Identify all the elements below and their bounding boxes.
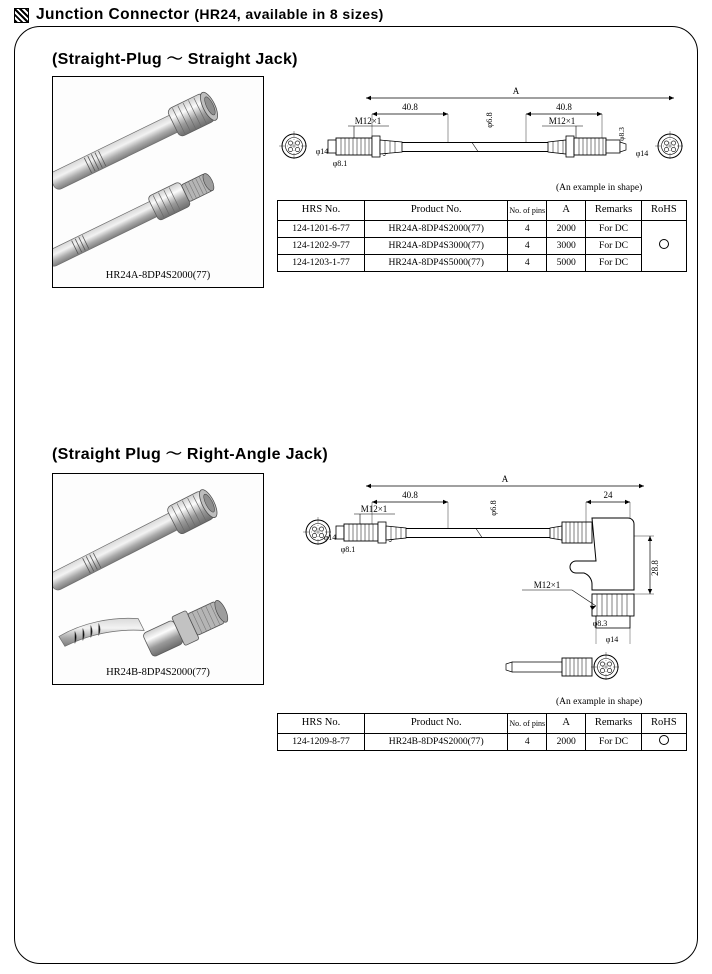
svg-text:28.8: 28.8 (650, 560, 660, 576)
section-2-photo-caption: HR24B-8DP4S2000(77) (106, 667, 210, 678)
svg-text:φ8.1: φ8.1 (340, 545, 356, 554)
svg-text:φ14: φ14 (323, 533, 337, 542)
page-title-sub: (HR24, available in 8 sizes) (194, 6, 384, 22)
th-rohs: RoHS (641, 714, 686, 734)
cell-pins: 4 (508, 734, 547, 751)
svg-text:M12×1: M12×1 (548, 116, 576, 126)
section-2-title: (Straight Plug 〜 Right-Angle Jack) (52, 446, 328, 463)
cell-a: 2000 (547, 734, 586, 751)
svg-text:40.8: 40.8 (402, 490, 418, 500)
svg-text:M12×1: M12×1 (360, 504, 388, 514)
svg-text:φ14: φ14 (635, 149, 649, 158)
cell-pins: 4 (508, 238, 547, 255)
section-1-title: (Straight-Plug 〜 Straight Jack) (52, 51, 298, 68)
cell-pins: 4 (508, 221, 547, 238)
page-title (36, 6, 384, 24)
page-title-main: Junction Connector (36, 6, 190, 23)
cell-a: 5000 (547, 255, 586, 272)
svg-text:24: 24 (603, 490, 613, 500)
rohs-compliant-icon (659, 735, 669, 745)
cell-remarks: For DC (586, 255, 641, 272)
cell-product-no: HR24A-8DP4S5000(77) (365, 255, 508, 272)
th-remarks: Remarks (586, 714, 641, 734)
cell-remarks: For DC (586, 221, 641, 238)
th-remarks: Remarks (586, 201, 641, 221)
th-product-no: Product No. (365, 201, 508, 221)
straight-plug-right-angle-jack-drawing (300, 466, 688, 691)
svg-text:φ14: φ14 (605, 635, 619, 644)
svg-text:A: A (501, 474, 509, 484)
cell-product-no: HR24B-8DP4S2000(77) (365, 734, 508, 751)
th-rohs: RoHS (641, 201, 686, 221)
table-header-row (278, 714, 687, 734)
svg-text:M12×1: M12×1 (354, 116, 382, 126)
svg-text:40.8: 40.8 (556, 102, 572, 112)
svg-text:M12×1: M12×1 (533, 580, 561, 590)
section-1-photo-caption: HR24A-8DP4S2000(77) (105, 270, 211, 281)
th-a: A (547, 714, 586, 734)
section-1-photo (52, 76, 264, 288)
cell-pins: 4 (508, 255, 547, 272)
svg-text:φ8.3: φ8.3 (592, 619, 608, 628)
page-header (14, 6, 384, 24)
cell-a: 3000 (547, 238, 586, 255)
cell-hrs-no: 124-1203-1-77 (278, 255, 365, 272)
straight-plug-straight-jack-drawing (276, 76, 688, 196)
table-row (278, 255, 687, 272)
section-2-photo (52, 473, 264, 685)
section-1-spec-table (277, 200, 687, 272)
cell-rohs (641, 734, 686, 751)
table-row (278, 734, 687, 751)
section-2-spec-table (277, 713, 687, 751)
section-1-example-note: (An example in shape) (556, 183, 643, 193)
section-2-example-note: (An example in shape) (556, 697, 643, 707)
right-angle-connector-photo-illustration (53, 474, 263, 684)
svg-text:φ6.8: φ6.8 (488, 500, 498, 516)
cell-rohs (641, 221, 686, 272)
svg-text:A: A (512, 86, 520, 96)
rohs-compliant-icon (659, 239, 669, 249)
svg-text:40.8: 40.8 (402, 102, 418, 112)
cell-hrs-no: 124-1202-9-77 (278, 238, 365, 255)
svg-text:φ8.3: φ8.3 (617, 127, 626, 141)
cell-product-no: HR24A-8DP4S3000(77) (365, 238, 508, 255)
cell-a: 2000 (547, 221, 586, 238)
svg-text:φ8.1: φ8.1 (332, 159, 348, 168)
th-hrs-no: HRS No. (278, 714, 365, 734)
th-hrs-no: HRS No. (278, 201, 365, 221)
connector-photo-illustration (53, 77, 263, 287)
svg-text:φ6.8: φ6.8 (484, 112, 494, 128)
th-no-of-pins: No. of pins (508, 201, 547, 221)
section-1-drawing (276, 76, 688, 196)
cell-remarks: For DC (586, 734, 641, 751)
th-a: A (547, 201, 586, 221)
table-header-row (278, 201, 687, 221)
table-row (278, 221, 687, 238)
cell-product-no: HR24A-8DP4S2000(77) (365, 221, 508, 238)
cell-hrs-no: 124-1201-6-77 (278, 221, 365, 238)
section-2-drawing (300, 466, 688, 691)
cell-remarks: For DC (586, 238, 641, 255)
cell-hrs-no: 124-1209-8-77 (278, 734, 365, 751)
section-marker-icon (14, 8, 29, 23)
th-product-no: Product No. (365, 714, 508, 734)
svg-text:φ14: φ14 (315, 147, 329, 156)
th-no-of-pins: No. of pins (508, 714, 547, 734)
table-row (278, 238, 687, 255)
